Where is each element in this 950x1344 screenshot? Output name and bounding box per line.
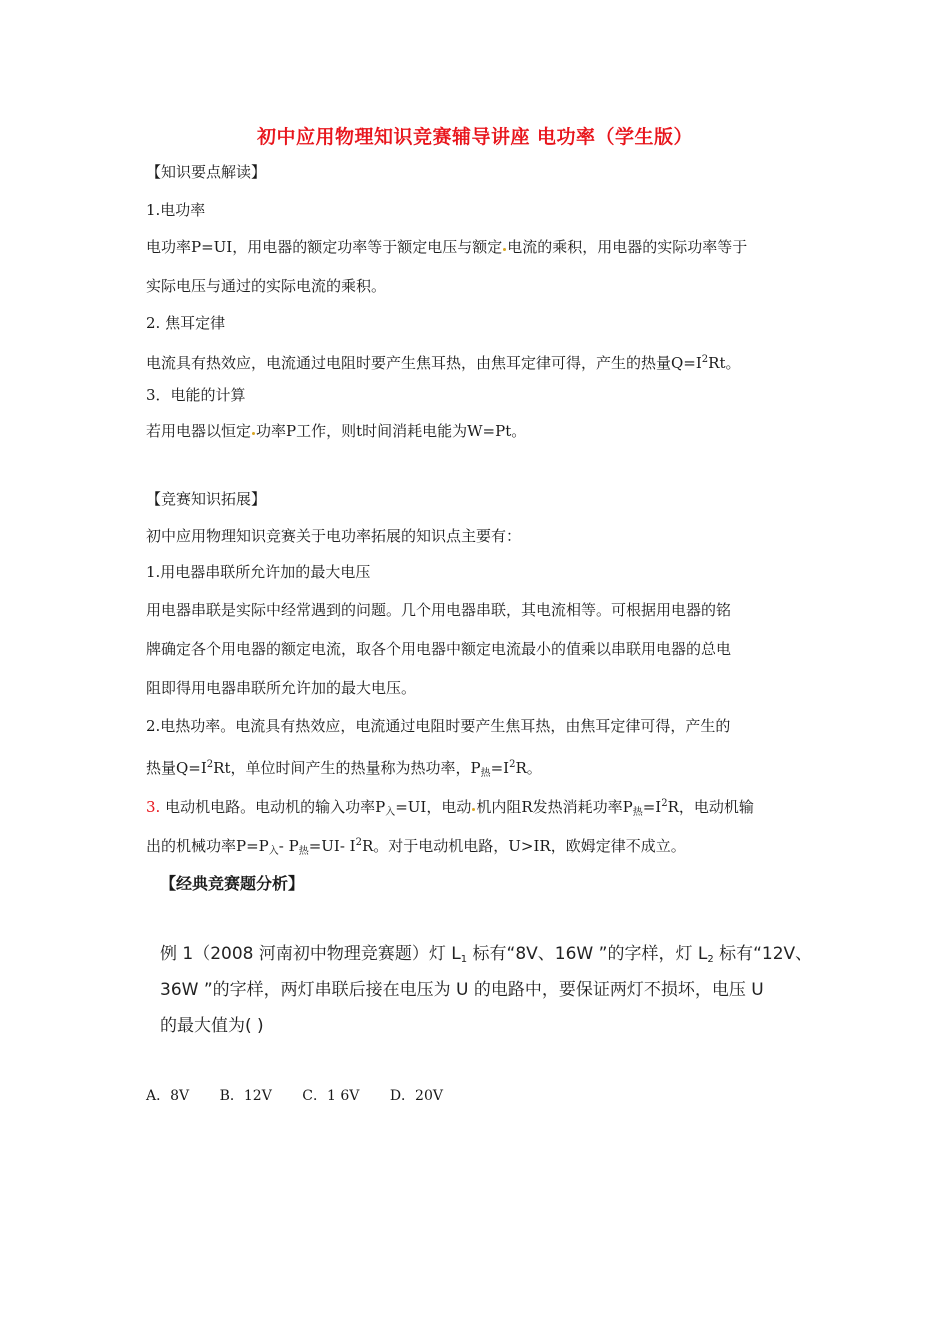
paragraph-line: 初中应用物理知识竞赛关于电功率拓展的知识点主要有：: [146, 527, 522, 545]
section-heading-extension: 【竞赛知识拓展】: [146, 490, 267, 508]
paragraph-line: 实际电压与通过的实际电流的乘积。: [146, 277, 387, 295]
item-heading: 1.用电器串联所允许加的最大电压: [146, 563, 371, 581]
item-heading: 1.电功率: [146, 201, 206, 219]
section-heading-knowledge: 【知识要点解读】: [146, 163, 267, 181]
paragraph-line: 2.电热功率。电流具有热效应，电流通过电阻时要产生焦耳热，由焦耳定律可得，产生的: [146, 717, 731, 735]
option-b: B．12V: [219, 1088, 272, 1104]
item-heading: 2. 焦耳定律: [146, 314, 226, 332]
option-d: D．20V: [389, 1088, 443, 1104]
section-heading-classic: 【经典竞赛题分析】: [160, 874, 305, 893]
example-line: 例 1（2008 河南初中物理竞赛题）灯 $L_1$ 标有“8V、16W ”的字样，灯 $L_2$ 标有“12V、: [160, 944, 813, 965]
option-c: C．1 6V: [302, 1088, 360, 1104]
mark-dot: [472, 808, 475, 811]
mark-dot: [503, 248, 506, 251]
paragraph-line: 电流具有热效应，电流通过电阻时要产生焦耳热，由焦耳定律可得，产生的热量$Q=I^2Rt$。: [146, 354, 741, 372]
answer-options: [146, 1085, 469, 1105]
example-line: 36W ”的字样，两灯串联后接在电压为 U 的电路中，要保证两灯不损坏，电压 U: [160, 980, 764, 1000]
page-title: 初中应用物理知识竞赛辅导讲座 电功率（学生版）: [256, 126, 694, 148]
paragraph-line: 3. 电动机电路。电动机的输入功率$P_入=UI$，电动 机内阻R发热消耗功率$P_热=I^2R$，电动机输: [146, 798, 754, 818]
example-line: 的最大值为( ): [160, 1016, 264, 1036]
paragraph-line: 电功率P=UI，用电器的额定功率等于额定电压与额定 电流的乘积，用电器的实际功率等于: [146, 238, 748, 256]
paragraph-line: 牌确定各个用电器的额定电流，取各个用电器中额定电流最小的值乘以串联用电器的总电: [146, 640, 732, 658]
paragraph-line: 若用电器以恒定 功率P工作，则t时间消耗电能为W=Pt。: [146, 422, 527, 440]
item-heading: 3．电能的计算: [146, 386, 246, 404]
option-a: A．8V: [146, 1088, 190, 1104]
paragraph-line: 阻即得用电器串联所允许加的最大电压。: [146, 679, 417, 697]
paragraph-line: 用电器串联是实际中经常遇到的问题。几个用电器串联，其电流相等。可根据用电器的铭: [146, 601, 732, 619]
paragraph-line: 热量$Q=I^2Rt$，单位时间产生的热量称为热功率，$P_热=I^2R$。: [146, 759, 542, 779]
mark-dot: [252, 432, 255, 435]
paragraph-line: 出的机械功率$P=P_入-$ $P_热=UI-$ $I^2R$。对于电动机电路，U>IR，欧姆定律不成立。: [146, 837, 686, 857]
